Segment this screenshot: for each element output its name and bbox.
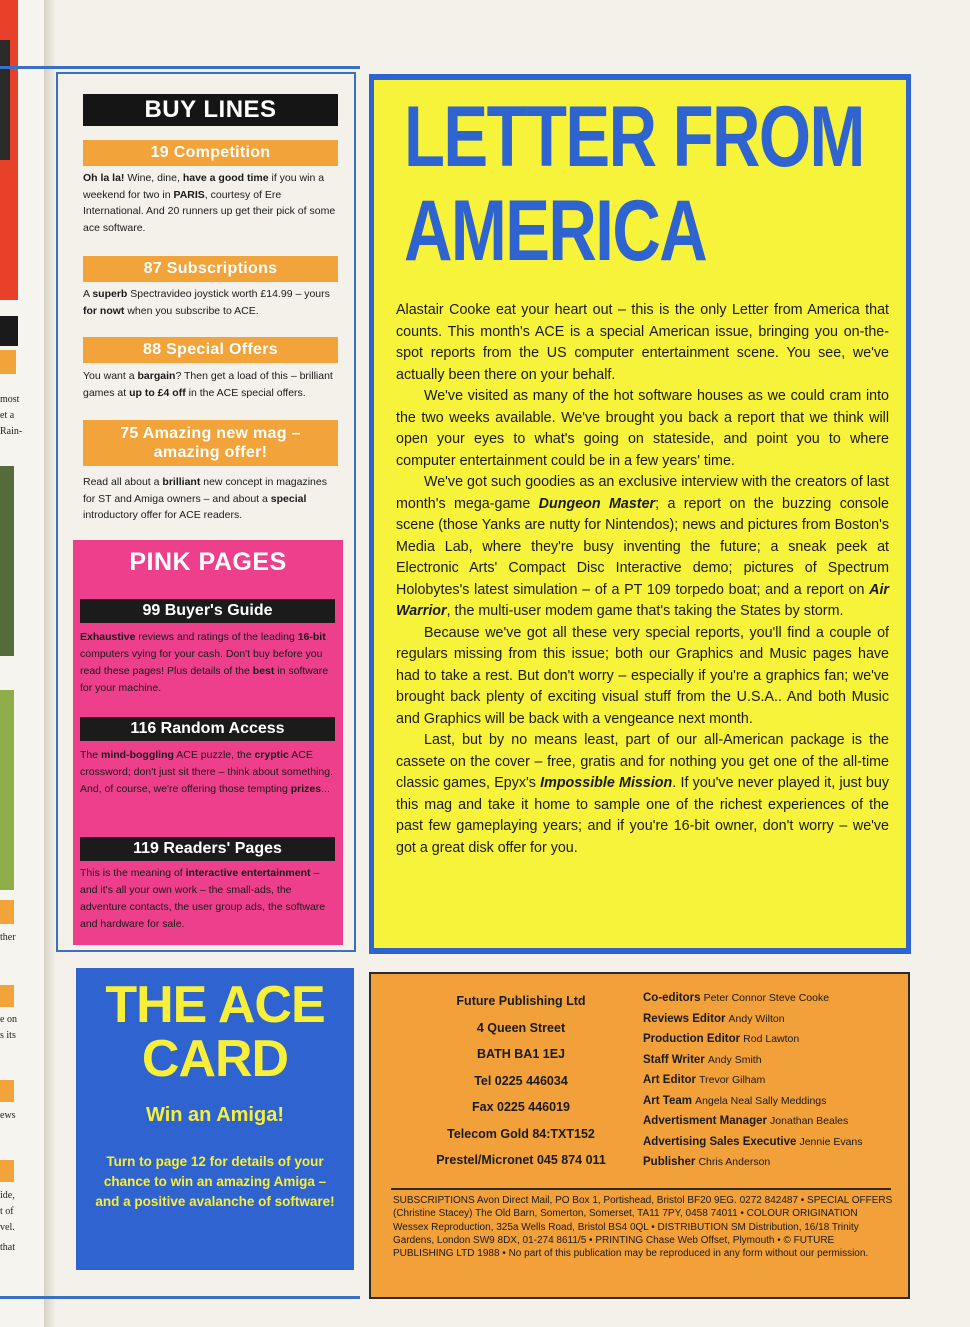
staff-role: Art Editor xyxy=(643,1074,697,1086)
prev-page-text: e on xyxy=(0,1014,17,1025)
ace-card-body: Turn to page 12 for details of your chance to win an amazing Amiga – and a positive avalanche of software! xyxy=(95,1154,335,1209)
staff-name: Rod Lawton xyxy=(743,1033,800,1045)
credits-smallprint: SUBSCRIPTIONS Avon Direct Mail, PO Box 1, Portishead, Bristol BF20 9EG. 0272 842487 • SPECIAL OFFERS (Christine Stacey) The Old Barn, Somerton, Somerset, TA11 7PY, 0458 74011 • COLOUR ORIGINATION Wessex Reproduction, 325a Wells Road, Bristol BS4 0QL • DISTRIBUTION SM Distribution, 16/18 Trinity Gardens, London SW9 8DX, 01-274 8611/5 • PRINTING Chase Web Offset, Plymouth • © FUTURE PUBLISHING LTD 1988 • No part of this publication may be reproduced in any form without our permission. xyxy=(393,1195,893,1260)
staff-name: Jonathan Beales xyxy=(770,1115,849,1127)
staff-row xyxy=(643,1152,903,1173)
prev-page-text: ther xyxy=(0,932,16,943)
staff-role: Advertising Sales Executive xyxy=(643,1135,797,1148)
staff-role: Production Editor xyxy=(643,1033,741,1045)
letter-body xyxy=(396,300,889,859)
letter-paragraph: Alastair Cooke eat your heart out – this is the only Letter from America that counts. This month's ACE is a special American issue, bringing you on-the-spot reports from the US computer entertainment scene. You see, we've actually been there on your behalf. xyxy=(396,302,889,383)
staff-name: Andy Smith xyxy=(707,1053,762,1066)
prev-page-text: most xyxy=(0,394,20,405)
address-line: Future Publishing Ltd xyxy=(456,994,586,1008)
readers-pages-text: This is the meaning of interactive entertainment – and it's all your own work – the small-ads, the adventure contacts, the user group ads, the software and hardware for sale. xyxy=(80,867,326,930)
ace-card-title xyxy=(76,978,354,1086)
new-mag-heading xyxy=(83,420,338,466)
staff-row xyxy=(643,1132,903,1153)
buyers-guide-text: Exhaustive reviews and ratings of the leading 16-bit computers vying for your cash. Don't buy before you read these pages! Plus details of the best in software for your machine. xyxy=(80,631,329,694)
letter-paragraph: We've visited as many of the hot software houses as we could cram into the two weeks available. We've brought you back a report that we think will open your eyes to what's going on stateside, and point you to where computer entertainment could be in a few years' time. xyxy=(396,388,889,469)
staff-row xyxy=(643,1111,903,1132)
special-offers-heading: 88 Special Offers xyxy=(83,337,338,363)
staff-name: Peter Connor Steve Cooke xyxy=(703,992,830,1004)
staff-role: Advertisment Manager xyxy=(643,1115,767,1127)
prev-page-text: Rain- xyxy=(0,426,23,437)
prev-page-text: vel. xyxy=(0,1222,15,1233)
letter-paragraph: We've got such goodies as an exclusive interview with the creators of last month's mega-game Dungeon Master; a report on the buzzing console scene (those Yanks are nutty for Nintendos); news and pictures from Boston's Media Lab, where they're busy inventing the future; a sneak peek at Electronic Arts' Compact Disc Interactive demo; pictures of Spectrum Holobytes's latest simulation – of a PT 109 torpedo boat; and a report on Air Warrior, the multi-user modem game that's taking the States by storm. xyxy=(396,474,889,619)
special-offers-text: You want a bargain? Then get a load of this – brilliant games at up to £4 off in the ACE special offers. xyxy=(83,370,333,399)
address-line: BATH BA1 1EJ xyxy=(477,1047,565,1061)
publisher-address xyxy=(401,988,641,1174)
staff-name: Andy Wilton xyxy=(728,1012,785,1025)
credits-panel xyxy=(369,972,910,1299)
random-access-text: The mind-boggling ACE puzzle, the cryptic ACE crossword; don't just sit there – think about something. And, of course, we're offering those tempting prizes... xyxy=(80,749,333,795)
staff-name: Angela Neal Sally Meddings xyxy=(695,1094,827,1107)
staff-name: Jennie Evans xyxy=(799,1135,863,1148)
prev-page-text: s its xyxy=(0,1030,16,1041)
prev-page-text: ews xyxy=(0,1110,16,1121)
buy-lines-title: BUY LINES xyxy=(83,94,338,126)
ace-card-title-line1: THE ACE xyxy=(105,976,325,1034)
random-access-heading: 116 Random Access xyxy=(80,717,335,741)
staff-row xyxy=(643,1091,903,1112)
address-line: 4 Queen Street xyxy=(476,1020,566,1035)
staff-name: Trevor Gilham xyxy=(699,1074,766,1086)
previous-page-edge xyxy=(0,0,46,1327)
ace-card-panel xyxy=(76,968,354,1270)
letter-title xyxy=(404,90,903,278)
prev-page-text: et a xyxy=(0,410,15,421)
staff-row xyxy=(643,1070,903,1091)
bottom-rule xyxy=(0,1296,360,1299)
credits-divider xyxy=(391,1188,891,1190)
page-spine xyxy=(46,0,56,1327)
address-line: Prestel/Micronet 045 874 011 xyxy=(436,1153,606,1167)
staff-row xyxy=(643,988,903,1009)
staff-row xyxy=(643,1009,903,1030)
letter-paragraph: Because we've got all these very special reports, you'll find a couple of regulars missing from this issue; both our Graphics and Music pages have had to take a rest. But don't worry – especially if you're a graphics fan; we've brought back plenty of exciting visual stuff from the U.S.A.. And both Music and Graphics will be back with a vengeance next month. xyxy=(396,624,889,727)
prev-page-text: ide, xyxy=(0,1190,15,1201)
competition-text: Oh la la! Wine, dine, have a good time if you win a weekend for two in PARIS, courtesy of Ere International. And 20 runners up get their pick of some ace software. xyxy=(83,172,336,234)
staff-role: Reviews Editor xyxy=(643,1012,726,1025)
new-mag-heading-line1: 75 Amazing new mag – xyxy=(120,425,301,442)
staff-list xyxy=(643,988,903,1173)
staff-role: Art Team xyxy=(643,1094,692,1107)
staff-role: Co-editors xyxy=(643,992,701,1004)
staff-row xyxy=(643,1029,903,1050)
buyers-guide-heading: 99 Buyer's Guide xyxy=(80,599,335,623)
address-line: Tel 0225 446034 xyxy=(474,1073,568,1088)
staff-name: Chris Anderson xyxy=(698,1156,771,1168)
address-line: Fax 0225 446019 xyxy=(471,1100,570,1114)
staff-row xyxy=(643,1050,903,1071)
staff-role: Publisher xyxy=(643,1156,696,1168)
letter-paragraph: Last, but by no means least, part of our all-American package is the cassete on the cover – free, gratis and for nothing you get one of the all-time classic games, Epyx's Impossible Mission. If you've never played it, just buy this mag and take it home to sample one of the richest experiences of the past few gameplaying years; and if you're 16-bit owner, don't worry – we've got a great disk offer for you. xyxy=(396,732,889,856)
competition-heading: 19 Competition xyxy=(83,140,338,166)
ace-card-title-line2: CARD xyxy=(141,1030,289,1088)
pink-pages-title: PINK PAGES xyxy=(129,548,287,576)
subscriptions-heading: 87 Subscriptions xyxy=(83,256,338,282)
address-line: Telecom Gold 84:TXT152 xyxy=(447,1126,595,1141)
top-rule xyxy=(0,66,360,69)
pink-pages-panel xyxy=(73,540,343,945)
prev-page-text: t of xyxy=(0,1206,14,1217)
new-mag-text: Read all about a brilliant new concept in magazines for ST and Amiga owners – and about a special introductory offer for ACE readers. xyxy=(83,476,327,521)
staff-role: Staff Writer xyxy=(643,1053,705,1066)
prev-page-text: that xyxy=(0,1242,15,1253)
subscriptions-text: A superb Spectravideo joystick worth £14.99 – yours for nowt when you subscribe to ACE. xyxy=(83,288,330,317)
new-mag-heading-line2: amazing offer! xyxy=(153,444,268,461)
readers-pages-heading: 119 Readers' Pages xyxy=(80,837,335,861)
letter-title-line1: LETTER FROM xyxy=(404,89,864,185)
ace-card-subtitle: Win an Amiga! xyxy=(146,1104,284,1126)
letter-title-line2: AMERICA xyxy=(404,183,707,279)
